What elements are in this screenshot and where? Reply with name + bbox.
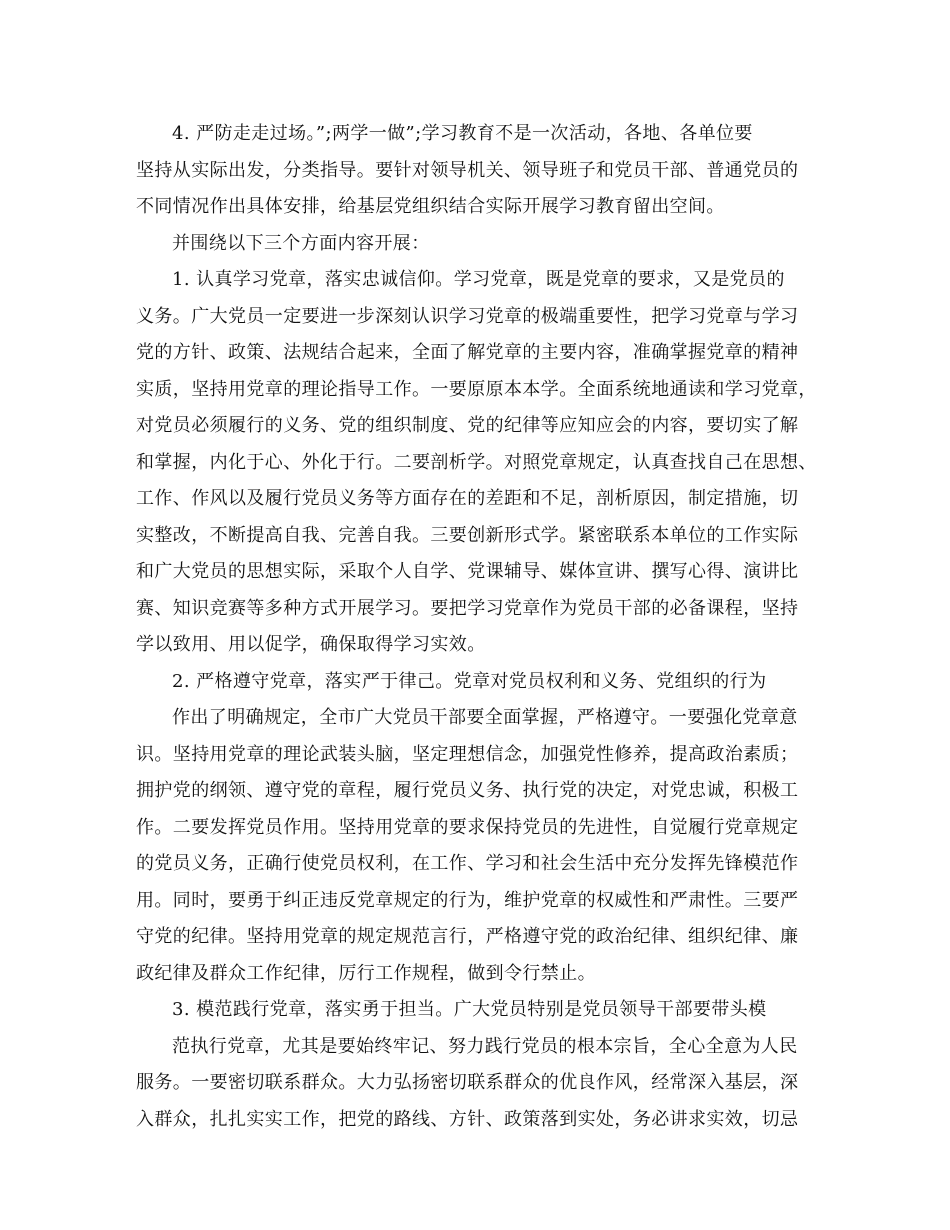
text-line: 拥护党的纲领、遵守党的章程，履行党员义务、执行党的决定，对党忠诚，积极工	[136, 780, 799, 801]
text-line: 实整改，不断提高自我、完善自我。三要创新形式学。紧密联系本单位的工作实际	[136, 524, 799, 546]
text-line: 不同情况作出具体安排，给基层党组织结合实际开展学习教育留出空间。	[136, 196, 725, 217]
text-line: 政纪律及群众工作纪律，厉行工作规程，做到令行禁止。	[136, 962, 596, 984]
text-line: 守党的纪律。坚持用党章的规定规范言行，严格遵守党的政治纪律、组织纪律、廉	[136, 926, 799, 947]
text-line: 入群众，扎扎实实工作，把党的路线、方针、政策落到实处，务必讲求实效，切忌	[136, 1108, 799, 1130]
text-line: 用。同时，要勇于纠正违反党章规定的行为，维护党章的权威性和严肃性。三要严	[136, 889, 799, 911]
text-line: 作出了明确规定，全市广大党员干部要全面掌握，严格遵守。一要强化党章意	[172, 707, 798, 728]
text-line: 4. 严防走走过场。”;两学一做”;学习教育不是一次活动，各地、各单位要	[172, 123, 753, 144]
text-line: 的党员义务，正确行使党员权利，在工作、学习和社会生活中充分发挥先锋模范作	[136, 853, 799, 874]
text-line: 赛、知识竞赛等多种方式开展学习。要把学习党章作为党员干部的必备课程，坚持	[136, 597, 799, 619]
text-line: 义务。广大党员一定要进一步深刻认识学习党章的极端重要性，把学习党章与学习	[136, 305, 799, 327]
text-line: 并围绕以下三个方面内容开展：	[172, 232, 430, 254]
text-line: 和广大党员的思想实际，采取个人自学、党课辅导、媒体宣讲、撰写心得、演讲比	[136, 561, 799, 582]
document-body	[136, 116, 826, 1138]
text-line: 实质，坚持用党章的理论指导工作。一要原原本本学。全面系统地通读和学习党章，	[136, 378, 817, 400]
text-line: 1. 认真学习党章，落实忠诚信仰。学习党章，既是党章的要求，又是党员的	[172, 269, 785, 290]
text-line: 和掌握，内化于心、外化于行。二要剖析学。对照党章规定，认真查找自己在思想、	[136, 451, 817, 473]
text-line: 党的方针、政策、法规结合起来，全面了解党章的主要内容，准确掌握党章的精神	[136, 342, 799, 363]
text-line: 2. 严格遵守党章，落实严于律己。党章对党员权利和义务、党组织的行为	[172, 670, 767, 692]
text-line: 学以致用、用以促学，确保取得学习实效。	[136, 634, 486, 655]
text-line: 工作、作风以及履行党员义务等方面存在的差距和不足，剖析原因，制定措施，切	[136, 488, 799, 509]
text-line: 作。二要发挥党员作用。坚持用党章的要求保持党员的先进性，自觉履行党章规定	[136, 816, 799, 838]
text-line: 对党员必须履行的义务、党的组织制度、党的纪律等应知应会的内容，要切实了解	[136, 415, 799, 436]
text-line: 服务。一要密切联系群众。大力弘扬密切联系群众的优良作风，经常深入基层，深	[136, 1072, 799, 1093]
text-line: 3. 模范践行党章，落实勇于担当。广大党员特别是党员领导干部要带头模	[172, 999, 767, 1020]
text-line: 坚持从实际出发，分类指导。要针对领导机关、领导班子和党员干部、普通党员的	[136, 159, 799, 181]
text-line: 识。坚持用党章的理论武装头脑，坚定理想信念，加强党性修养，提高政治素质；	[136, 743, 799, 765]
text-line: 范执行党章，尤其是要始终牢记、努力践行党员的根本宗旨，全心全意为人民	[172, 1035, 798, 1057]
